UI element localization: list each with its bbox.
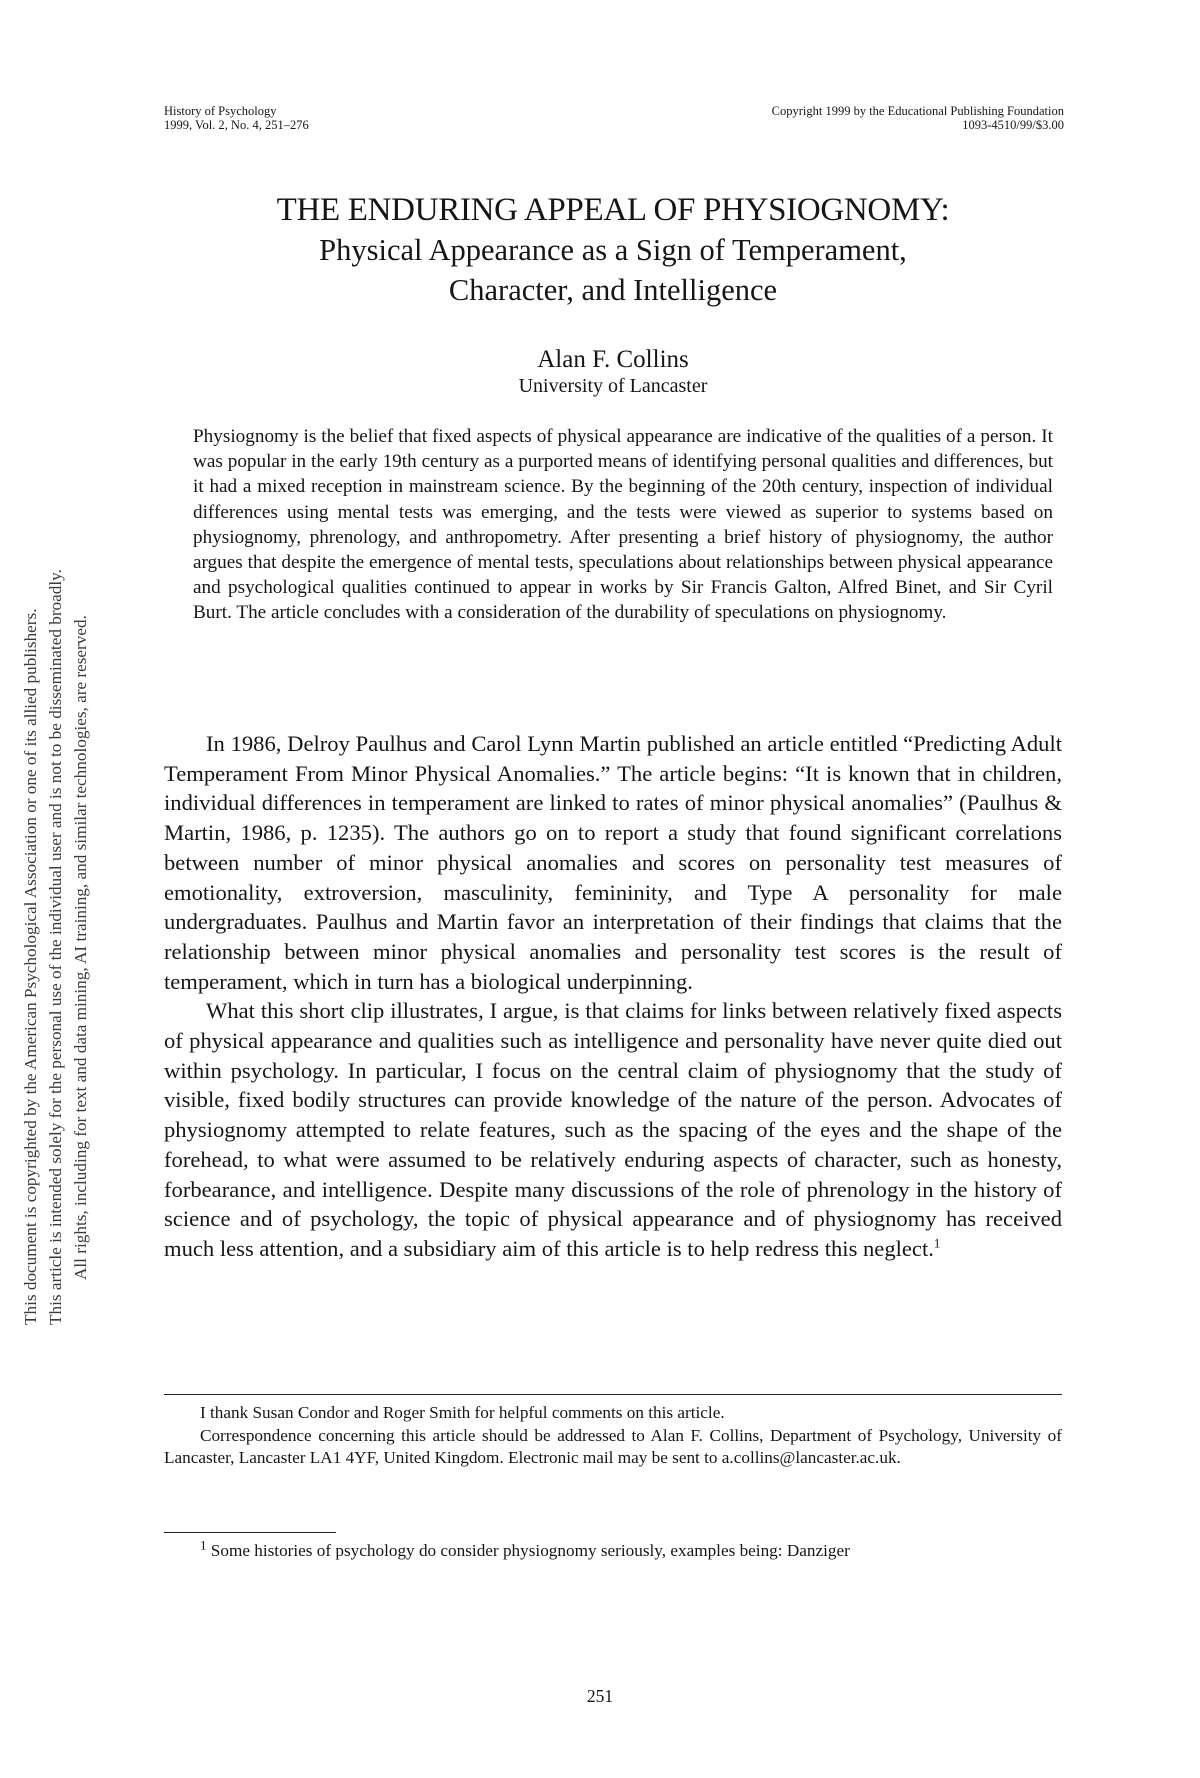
footnote-text: Some histories of psychology do consider physiognomy seriously, examples being: Danziger bbox=[210, 1541, 850, 1560]
footnote-divider bbox=[164, 1532, 336, 1533]
copyright-line: Copyright 1999 by the Educational Publishing Foundation bbox=[771, 104, 1064, 118]
author-name: Alan F. Collins bbox=[537, 346, 689, 373]
copyright-notice-line3: All rights, including for text and data mining, AI training, and similar technologies, are reserved. bbox=[71, 615, 90, 1280]
issn-line: 1093-4510/99/$3.00 bbox=[962, 118, 1064, 132]
copyright-header bbox=[772, 104, 1064, 132]
abstract: Physiognomy is the belief that fixed aspects of physical appearance are indicative of the qualities of a person. It was popular in the early 19th century as a purported means of identifying personal qualities and differences, but it had a mixed reception in mainstream science. By the beginning of the 20th century, inspection of individual differences using mental tests was emerging, and the tests were viewed as superior to systems based on physiognomy, phrenology, and anthropometry. After presenting a brief history of physiognomy, the author argues that despite the emergence of mental tests, speculations about relationships between physical appearance and psychological qualities continued to appear in works by Sir Francis Galton, Alfred Binet, and Sir Cyril Burt. The article concludes with a consideration of the durability of speculations on physiognomy. bbox=[193, 426, 1053, 624]
body-paragraph-2-text: What this short clip illustrates, I argue, is that claims for links between relatively fixed aspects of physical appearance and qualities such as intelligence and personality have never quite died out within psychology. In particular, I focus on the central claim of physiognomy that the study of visible, fixed bodily structures can provide knowledge of the nature of the person. Advocates of physiognomy attempted to relate features, such as the spacing of the eyes and the shape of the forehead, to what were assumed to be relatively enduring aspects of character, such as honesty, forbearance, and intelligence. Despite many discussions of the role of phrenology in the history of science and of psychology, the topic of physical appearance and of physiognomy has received much less attention, and a subsidiary aim of this article is to help redress this neglect. bbox=[164, 998, 1062, 1261]
body-paragraph-2 bbox=[164, 996, 1062, 1263]
article-subtitle-line2: Character, and Intelligence bbox=[448, 273, 778, 307]
author-note-correspondence: Correspondence concerning this article should be addressed to Alan F. Collins, Department of Psychology, University of Lancaster, Lancaster LA1 4YF, United Kingdom. Electronic mail may be sent to a.collins@lancaster.ac.uk. bbox=[164, 1425, 1062, 1467]
footnote-marker: 1 bbox=[200, 1537, 207, 1553]
copyright-notice-line2: This article is intended solely for the personal use of the individual user and is not to be disseminated broadly. bbox=[46, 569, 65, 1325]
page-number: 251 bbox=[586, 1686, 614, 1706]
footnote bbox=[164, 1537, 1062, 1563]
copyright-notice-line1: This document is copyrighted by the American Psychological Association or one of its allied publishers. bbox=[21, 608, 40, 1325]
journal-name: History of Psychology bbox=[164, 104, 277, 118]
journal-volume: 1999, Vol. 2, No. 4, 251–276 bbox=[164, 118, 309, 132]
journal-header bbox=[164, 104, 309, 132]
body-paragraph-1: In 1986, Delroy Paulhus and Carol Lynn Martin published an article entitled “Predicting Adult Temperament From Minor Physical Anomalies.” The article begins: “It is known that in children, individual differences in temperament are linked to rates of minor physical anomalies” (Paulhus & Martin, 1986, p. 1235). The authors go on to report a study that found significant correlations between number of minor physical anomalies and scores on personality test measures of emotionality, extroversion, masculinity, femininity, and Type A personality for male undergraduates. Paulhus and Martin favor an interpretation of their findings that claims that the relationship between minor physical anomalies and personality test scores is the result of temperament, which in turn has a biological underpinning. bbox=[164, 731, 1062, 994]
author-note bbox=[164, 1402, 1062, 1470]
article-title: THE ENDURING APPEAL OF PHYSIOGNOMY: bbox=[276, 192, 950, 228]
title-block bbox=[164, 190, 1062, 398]
author-note-divider bbox=[164, 1394, 1062, 1395]
author-affiliation: University of Lancaster bbox=[518, 375, 708, 397]
article-subtitle-line1: Physical Appearance as a Sign of Temperament, bbox=[319, 233, 907, 267]
footnote-reference[interactable]: 1 bbox=[933, 1235, 941, 1251]
article-body bbox=[164, 729, 1062, 1264]
author-note-thanks: I thank Susan Condor and Roger Smith for helpful comments on this article. bbox=[200, 1403, 725, 1422]
